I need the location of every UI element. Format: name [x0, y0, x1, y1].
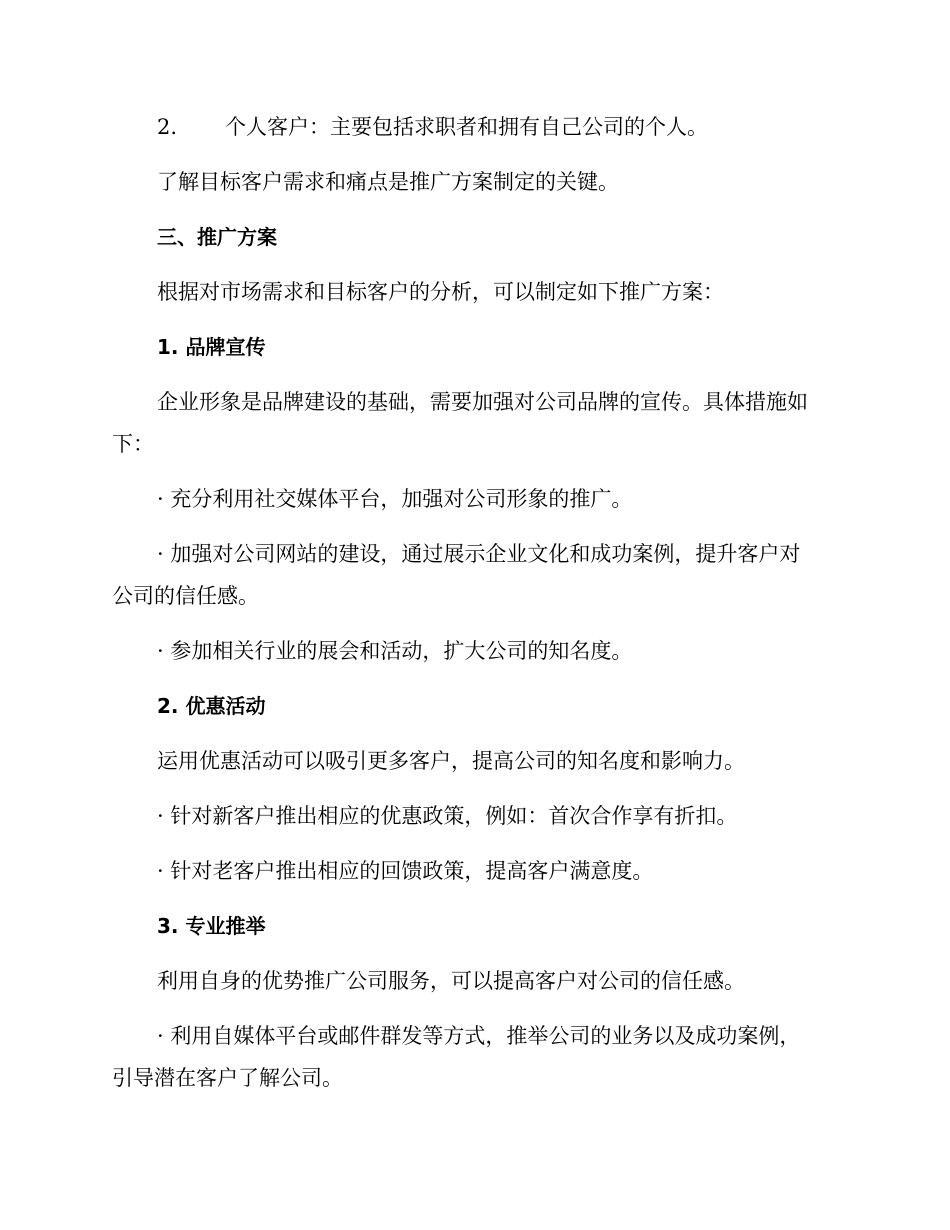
paragraph-line: 企业形象是品牌建设的基础，需要加强对公司品牌的宣传。具体措施如: [157, 390, 808, 414]
subsection-heading-referral: 3. 专业推举: [157, 914, 266, 938]
bullet-item: · 加强对公司网站的建设，通过展示企业文化和成功案例，提升客户对: [157, 542, 801, 566]
paragraph-line: 运用优惠活动可以吸引更多客户，提高公司的知名度和影响力。: [157, 749, 745, 773]
bullet-item: · 针对新客户推出相应的优惠政策，例如：首次合作享有折扣。: [157, 804, 738, 828]
paragraph-line: 下：: [112, 432, 154, 456]
bullet-item: · 充分利用社交媒体平台，加强对公司形象的推广。: [157, 487, 633, 511]
section-intro-paragraph: 根据对市场需求和目标客户的分析，可以制定如下推广方案：: [157, 280, 724, 304]
bullet-item: · 参加相关行业的展会和活动，扩大公司的知名度。: [157, 639, 633, 663]
section-heading: 三、推广方案: [157, 225, 277, 249]
list-item-text: 个人客户：主要包括求职者和拥有自己公司的个人。: [225, 115, 708, 139]
bullet-item-continuation: 公司的信任感。: [112, 584, 259, 608]
subsection-heading-brand: 1. 品牌宣传: [157, 335, 266, 359]
bullet-item-continuation: 引导潜在客户了解公司。: [112, 1066, 343, 1090]
bullet-item: · 利用自媒体平台或邮件群发等方式，推举公司的业务以及成功案例，: [157, 1024, 801, 1048]
list-item-number: 2.: [157, 115, 178, 139]
summary-paragraph: 了解目标客户需求和痛点是推广方案制定的关键。: [157, 170, 619, 194]
paragraph-line: 利用自身的优势推广公司服务，可以提高客户对公司的信任感。: [157, 969, 745, 993]
subsection-heading-discount: 2. 优惠活动: [157, 694, 266, 718]
list-item-2: [157, 104, 708, 150]
bullet-item: · 针对老客户推出相应的回馈政策，提高客户满意度。: [157, 859, 654, 883]
